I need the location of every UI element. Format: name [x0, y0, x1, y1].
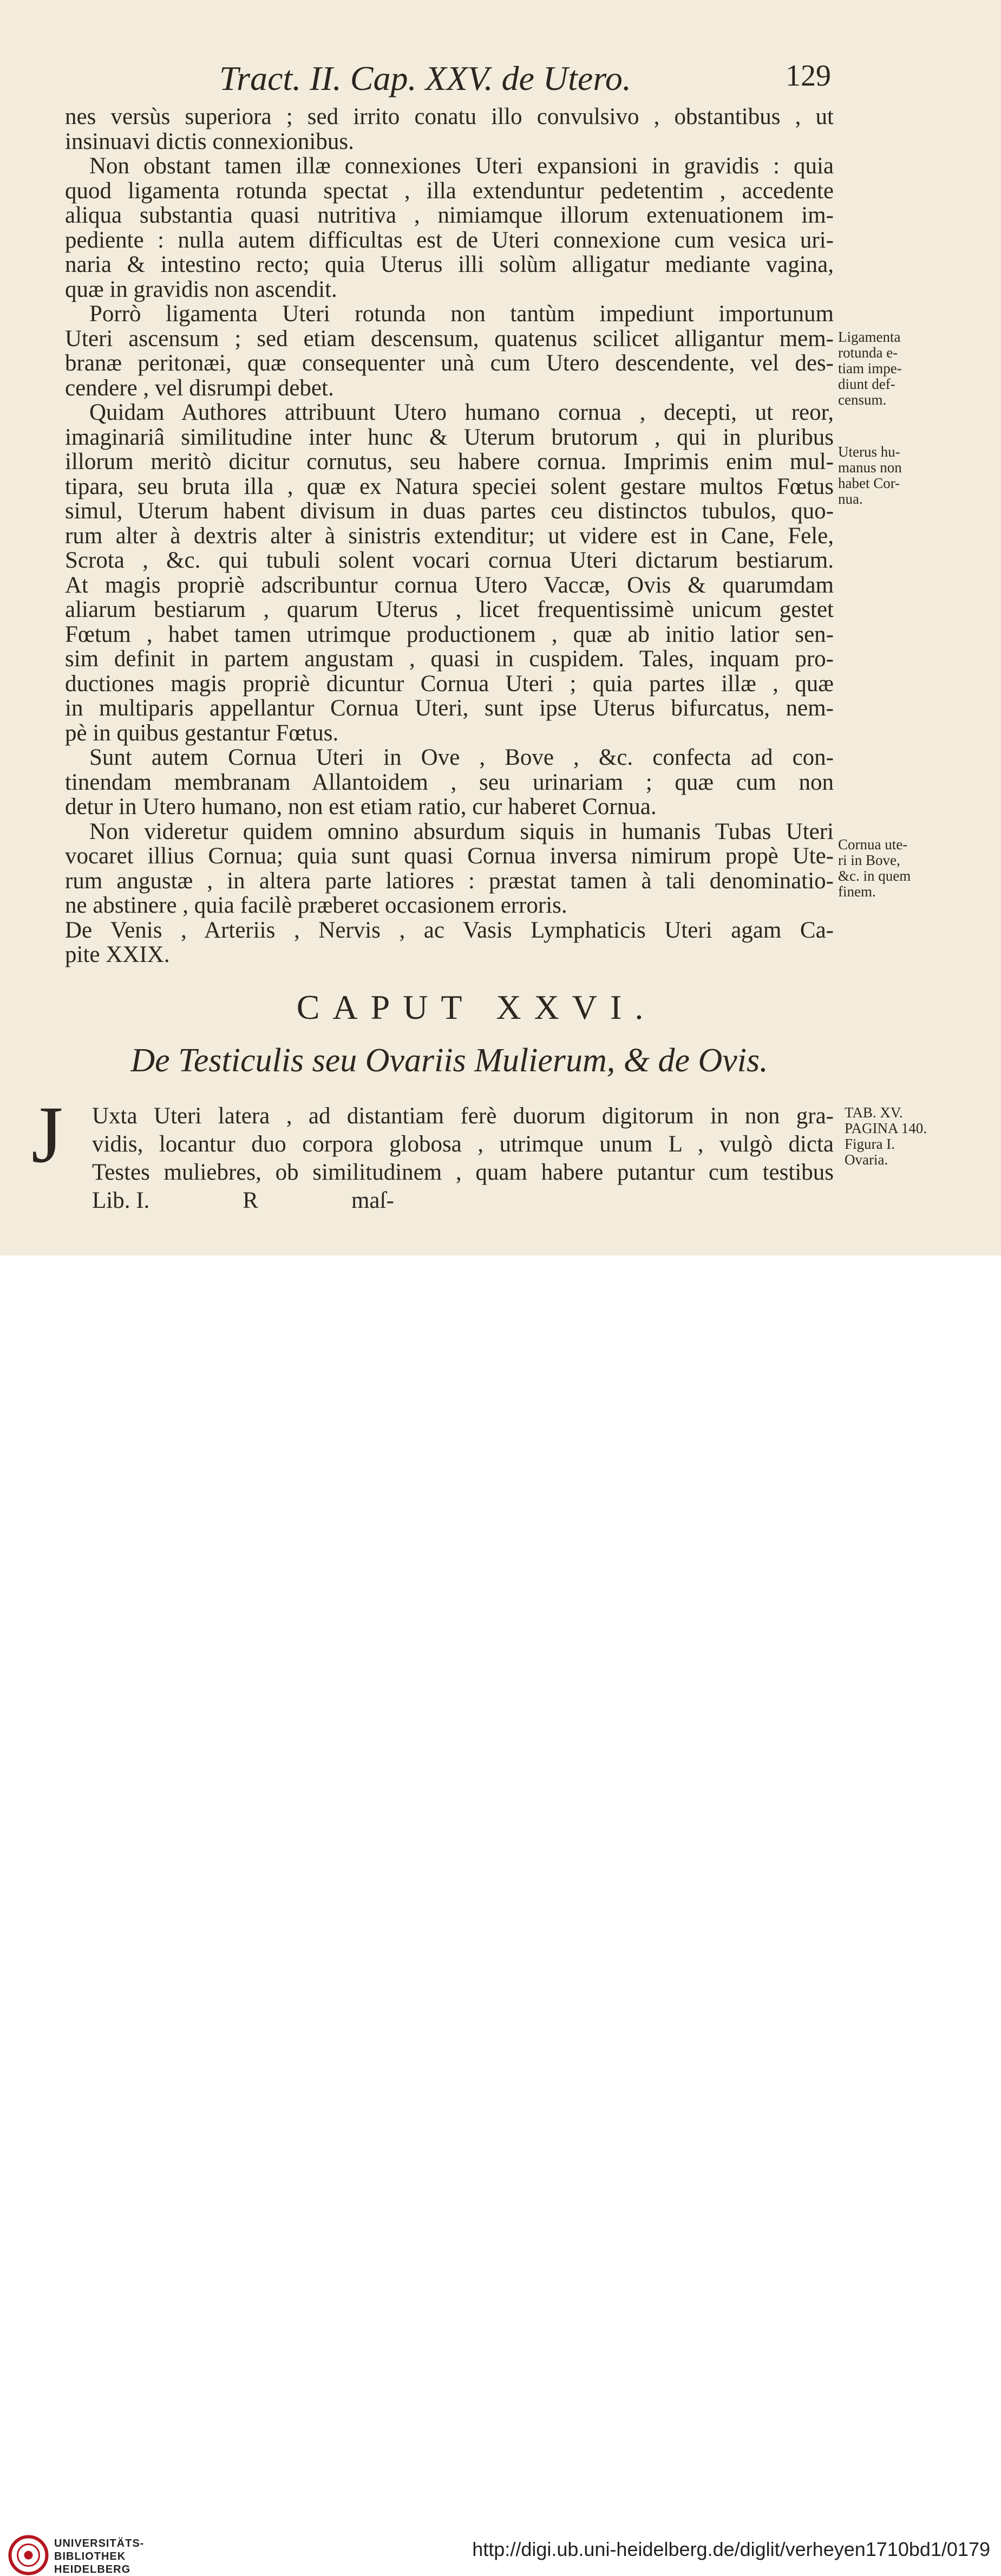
text-line: rum angustæ , in altera parte latiores : præstat tamen à tali denominatio-: [65, 868, 834, 894]
text-line: nes versùs superiora ; sed irrito conatu illo convulsivo , obstantibus , ut: [65, 104, 834, 129]
text-line: naria & intestino recto; quia Uterus illi solùm alligatur mediante vagina,: [65, 252, 834, 277]
margin-note-line: Figura I.: [845, 1136, 895, 1152]
text-line: Uxta Uteri latera , ad distantiam ferè duorum digitorum in non gra-: [92, 1103, 834, 1129]
text-line: pè in quibus gestantur Fœtus.: [65, 720, 339, 746]
margin-note-uterus: [838, 444, 946, 507]
book-page: [0, 0, 1001, 1256]
text-line: ne abstinere , quia facilè præberet occasionem erroris.: [65, 893, 567, 918]
chapter-title: CAPUT XXVI.: [296, 987, 657, 1026]
source-url[interactable]: http://digi.ub.uni-heidelberg.de/diglit/verheyen1710bd1/0179: [472, 2538, 990, 2560]
text-line: Porrò ligamenta Uteri rotunda non tantùm impediunt importunum: [89, 301, 834, 327]
text-line: simul, Uterum habent divisum in duas partes ceu distinctos tubulos, quo-: [65, 498, 834, 524]
margin-note-line: Uterus hu-: [838, 444, 900, 460]
text-line: Non videretur quidem omnino absurdum siquis in humanis Tubas Uteri: [89, 818, 834, 844]
margin-note-line: diunt def-: [838, 376, 895, 392]
text-line: Testes muliebres, ob similitudinem , quam habere putantur cum testibus: [92, 1160, 834, 1185]
margin-note-line: PAGINA 140.: [845, 1120, 927, 1136]
text-line: rum alter à dextris alter à sinistris extenditur; ut videre est in Cane, Fele,: [65, 523, 834, 549]
text-line: De Venis , Arteriis , Nervis , ac Vasis Lymphaticis Uteri agam Ca-: [65, 917, 834, 943]
text-line: Uteri ascensum ; sed etiam descensum, quatenus scilicet alligantur mem-: [65, 326, 834, 352]
text-line: insinuavi dictis connexionibus.: [65, 128, 354, 154]
margin-note-line: rotunda e-: [838, 344, 898, 361]
margin-note-line: &c. in quem: [838, 868, 911, 884]
drop-cap: J: [31, 1090, 63, 1180]
margin-note-line: nua.: [838, 491, 863, 507]
margin-note-cornua: [838, 837, 946, 900]
text-line: branæ peritonæi, quæ consequenter unà cum Utero descendente, vel des-: [65, 350, 834, 376]
text-line: vidis, locantur duo corpora globosa , utrimque unum L , vulgò dicta: [92, 1131, 834, 1157]
margin-note-line: ri in Bove,: [838, 852, 900, 868]
margin-note-line: Ovaria.: [845, 1152, 888, 1168]
library-name-line: BIBLIOTHEK: [54, 2551, 126, 2562]
text-line: quod ligamenta rotunda spectat , illa extenduntur pedetentim , accedente: [65, 178, 834, 204]
text-line: Fœtum , habet tamen utrimque productionem , quæ ab initio latior sen-: [65, 621, 834, 647]
text-line: vocaret illius Cornua; quia sunt quasi Cornua inversa nimirum propè Ute-: [65, 843, 834, 869]
text-line: tinendam membranam Allantoidem , seu urinariam ; quæ cum non: [65, 769, 834, 795]
text-line: in multiparis appellantur Cornua Uteri, sunt ipse Uterus bifurcatus, nem-: [65, 695, 834, 721]
margin-note-line: finem.: [838, 883, 876, 900]
text-line: detur in Utero humano, non est etiam ratio, cur haberet Cornua.: [65, 794, 657, 819]
text-line: quæ in gravidis non ascendit.: [65, 276, 337, 302]
library-name-line: UNIVERSITÄTS-: [54, 2538, 145, 2549]
margin-note-line: TAB. XV.: [845, 1104, 903, 1121]
margin-note-ligamenta: [838, 329, 946, 408]
margin-note-line: manus non: [838, 459, 902, 476]
footer-bar: [0, 1256, 1001, 2575]
text-line: ductiones magis propriè dicuntur Cornua Uteri ; quia partes illæ , quæ: [65, 671, 834, 697]
margin-note-line: Ligamenta: [838, 329, 901, 345]
text-line: Non obstant tamen illæ connexiones Uteri expansioni in gravidis : quia: [89, 153, 834, 179]
text-line: Sunt autem Cornua Uteri in Ove , Bove , &c. confecta ad con-: [89, 745, 834, 770]
text-line: aliqua substantia quasi nutritiva , nimiamque illorum extenuationem im-: [65, 203, 834, 228]
library-name-line: HEIDELBERG: [54, 2564, 131, 2575]
text-line: pediente : nulla autem difficultas est de Uteri connexione cum vesica uri-: [65, 227, 834, 253]
text-line: Quidam Authores attribuunt Utero humano cornua , decepti, ut reor,: [89, 400, 834, 425]
chapter-subtitle: De Testiculis seu Ovariis Mulierum, & de Ovis.: [130, 1042, 768, 1079]
text-line: imaginariâ similitudine inter hunc & Uterum brutorum , qui in pluribus: [65, 424, 834, 450]
text-line: cendere , vel disrumpi debet.: [65, 375, 334, 401]
margin-note-line: censum.: [838, 392, 887, 408]
text-line: illorum meritò dicitur cornutus, seu habere cornua. Imprimis enim mul-: [65, 449, 834, 474]
margin-note-line: tiam impe-: [838, 360, 902, 376]
text-line: aliarum bestiarum , quarum Uterus , licet frequentissimè unicum gestet: [65, 597, 834, 622]
text-line: Scrota , &c. qui tubuli solent vocari cornua Uteri dictarum bestiarum.: [65, 548, 834, 573]
margin-note-line: habet Cor-: [838, 475, 900, 491]
text-line: At magis propriè adscribuntur cornua Utero Vaccæ, Ovis & quarumdam: [65, 572, 834, 598]
library-name: [54, 2537, 144, 2576]
university-seal-icon: [8, 2535, 49, 2575]
text-line: pite XXIX.: [65, 942, 170, 967]
text-line: sim definit in partem angustam , quasi in cuspidem. Tales, inquam pro-: [65, 646, 834, 672]
text-line: Lib. I. R maſ-: [92, 1188, 394, 1213]
running-header: [219, 58, 831, 96]
margin-note-line: Cornua ute-: [838, 836, 908, 853]
margin-note-tab: [845, 1105, 953, 1168]
page-number: 129: [786, 59, 831, 93]
running-title: Tract. II. Cap. XXV. de Utero.: [219, 59, 631, 97]
text-line: tipara, seu bruta illa , quæ ex Natura speciei solent gestare multos Fœtus: [65, 473, 834, 499]
